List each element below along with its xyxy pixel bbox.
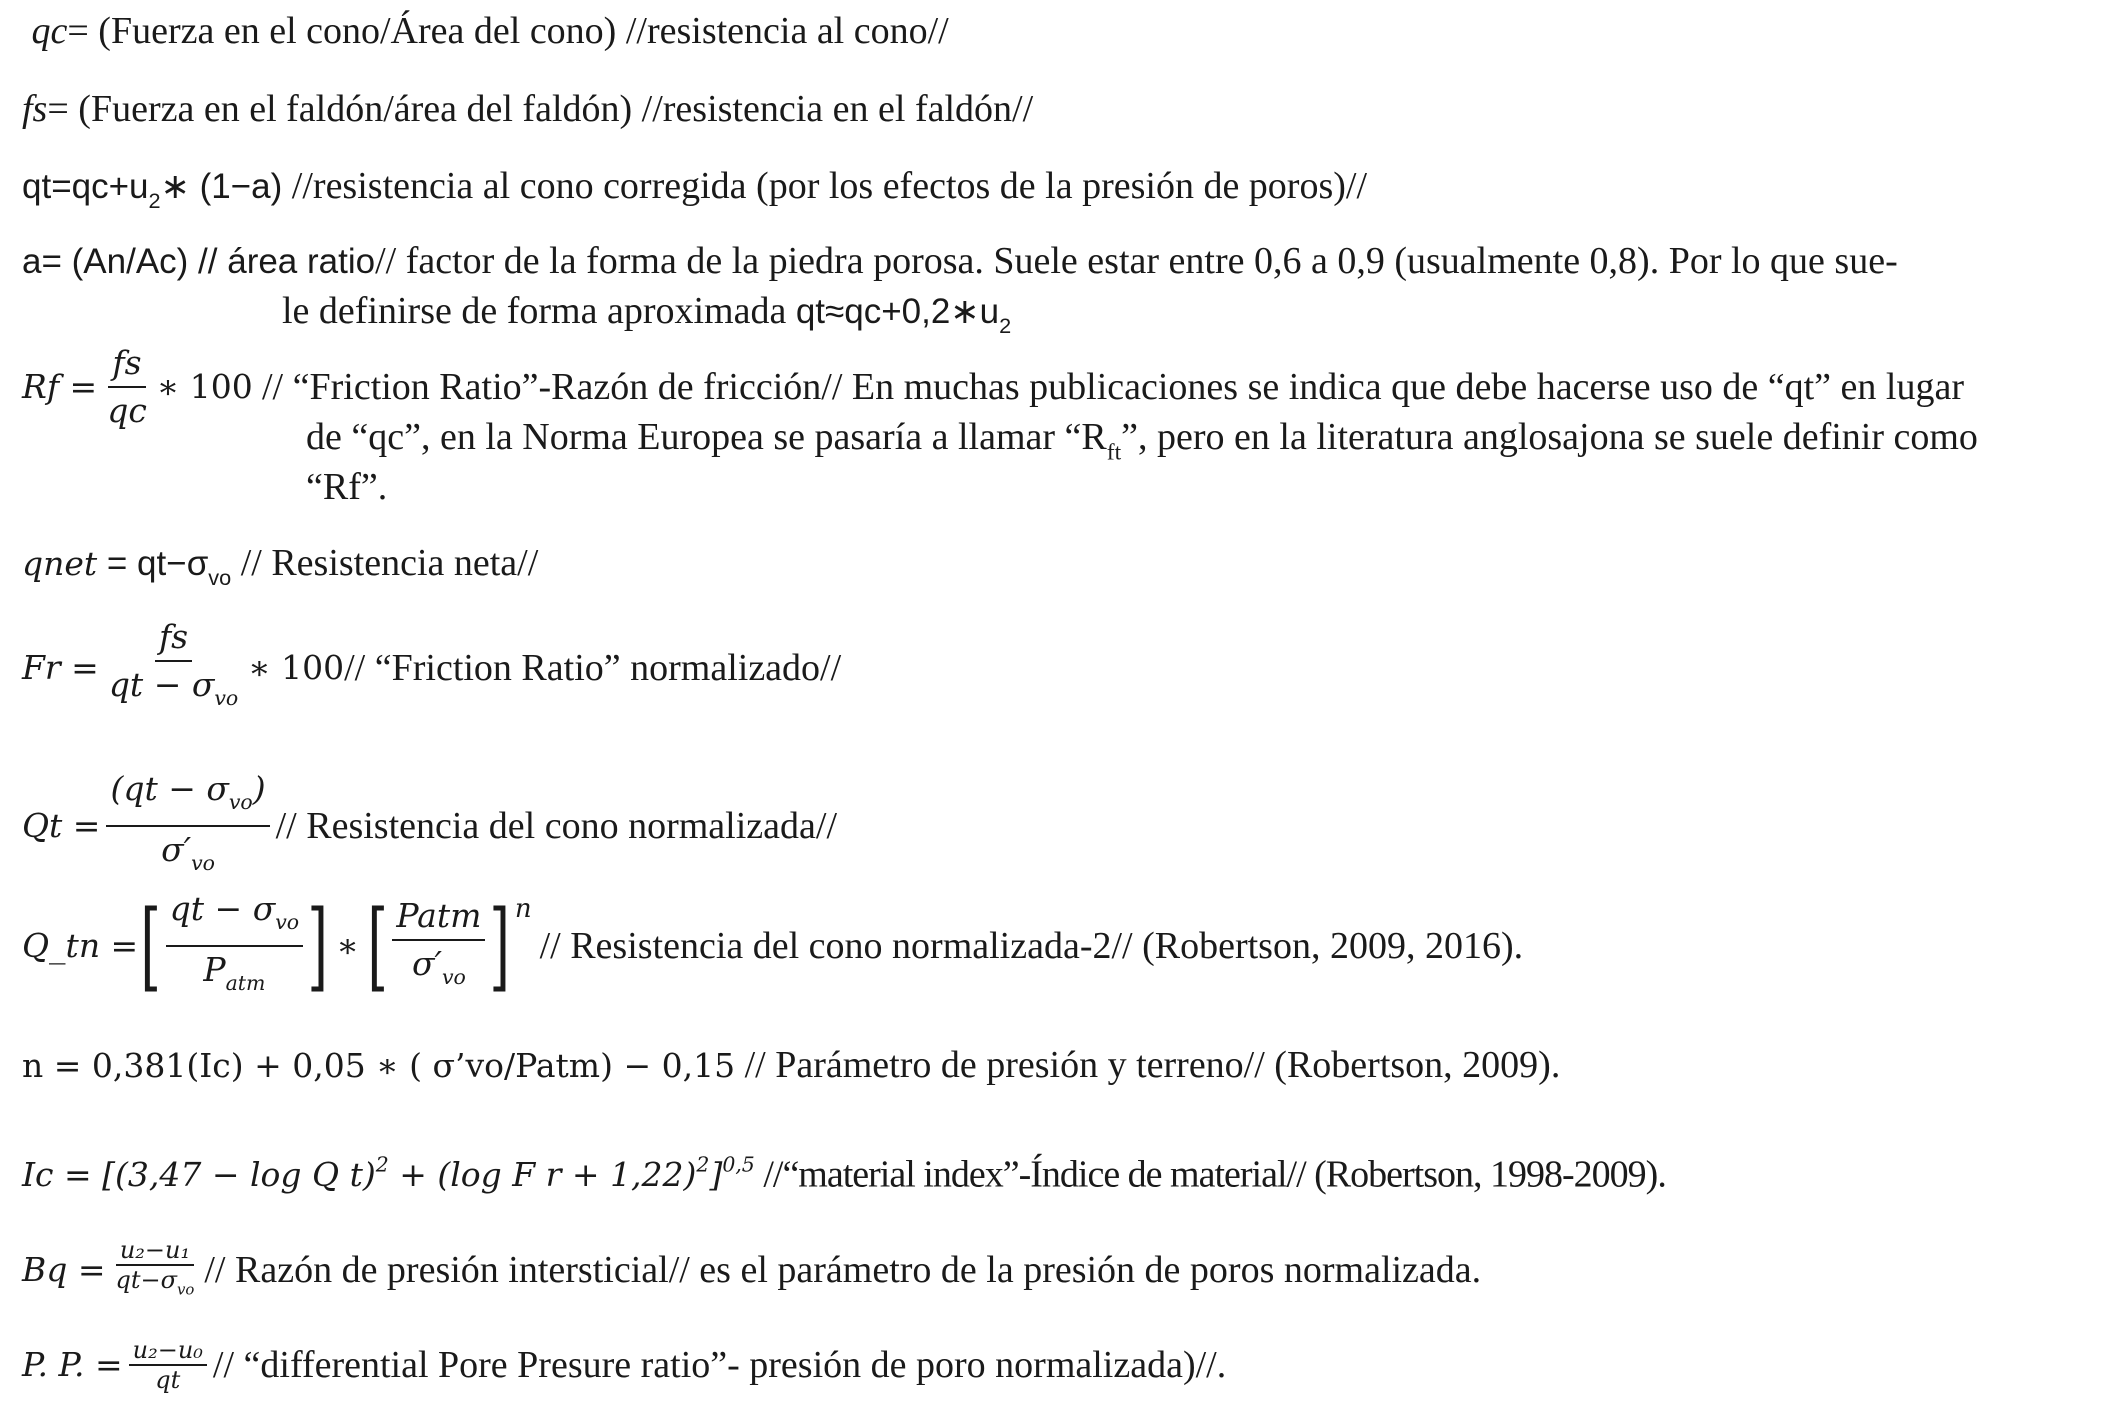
equation-a	[22, 238, 2090, 285]
bq-description: // Razón de presión intersticial// es el parámetro de la presión de poros normalizada.	[204, 1248, 1482, 1291]
fr-numerator: fs	[155, 614, 192, 662]
equation-pp	[22, 1336, 1226, 1394]
Qtn-exponent: n	[514, 894, 532, 924]
a-cont-text: le definirse de forma aproximada	[282, 290, 796, 332]
a-approx-formula: $qt\approx qc+0,2∗u_2$	[795, 292, 1012, 338]
Qtn-right-bracket-2: ]	[489, 890, 511, 1003]
fr-multiplier: ∗ 100	[248, 647, 345, 687]
n-formula: n = 0,381(Ic) + 0,05 ∗ ( σ’vo/Patm) − 0,15	[22, 1046, 736, 1085]
fr-lhs: Fr =	[22, 647, 99, 687]
rf-description-line1: // “Friction Ratio”-Razón de fricción// En muchas publicaciones se indica que debe hacerse uso de “qt” en lugar	[262, 366, 1964, 408]
Qtn-left-bracket-1: [	[140, 890, 162, 1003]
pp-numerator: u₂−u₀	[129, 1336, 207, 1366]
rf-fraction	[103, 340, 151, 434]
equation-qc	[22, 8, 2090, 54]
fr-fraction	[105, 614, 242, 721]
pp-denominator: qt	[155, 1366, 181, 1394]
rf-description-line2: de “qc”, en la Norma Europea se pasaría a llamar “$R_{ft}$”, pero en la literatura anglosajona se suele definir como	[306, 416, 1978, 466]
Qt-description: // Resistencia del cono normalizada//	[275, 805, 837, 848]
a-formula: a= (An/Ac) //	[22, 242, 218, 281]
equation-rf	[22, 340, 253, 434]
Qtn-lhs: Q_tn =	[22, 926, 139, 966]
n-description: // Parámetro de presión y terreno// (Robertson, 2009).	[735, 1044, 1561, 1086]
bq-numerator: u₂−u₁	[116, 1236, 194, 1266]
Qt-denominator: $\sigma'_{vo}$	[161, 830, 215, 876]
equation-fs	[22, 86, 2090, 132]
bq-denominator: $qt-\sigma_{vo}$	[115, 1266, 195, 1299]
Qtn-right-bracket-1: ]	[307, 890, 329, 1003]
rf-description-line3: “Rf”.	[306, 466, 388, 508]
Qtn-denominator-2: $\sigma'_{vo}$	[411, 943, 466, 989]
fr-description: // “Friction Ratio” normalizado//	[344, 646, 842, 689]
bq-lhs: Bq =	[22, 1249, 106, 1289]
Qt-lhs: Qt =	[22, 806, 101, 846]
Qtn-fraction-2	[392, 893, 485, 1000]
Qt-numerator: $(qt - \sigma_{vo})$	[106, 766, 269, 827]
equation-Qt	[22, 766, 837, 886]
ic-description: //“material index”-Índice de material// (Robertson, 1998-2009).	[754, 1153, 1666, 1196]
a-ratio-label: área ratio	[217, 242, 376, 281]
rf-lhs: Rf =	[22, 367, 98, 406]
equation-a-continuation	[282, 288, 1011, 349]
var-qc: qc	[31, 10, 68, 52]
pp-lhs: P. P. =	[22, 1345, 123, 1384]
qnet-var: qnet	[22, 544, 98, 583]
bq-fraction	[112, 1236, 199, 1304]
equation-n	[22, 1042, 2090, 1089]
qnet-description: // Resistencia neta//	[231, 542, 539, 584]
Qtn-numerator-1: qt − $\sigma_{vo}$	[166, 886, 303, 947]
qt-description: //resistencia al cono corregida (por los efectos de la presión de poros)//	[282, 165, 1368, 207]
rf-denominator: qc	[107, 391, 147, 430]
pp-fraction	[129, 1336, 207, 1394]
var-fs: fs	[22, 88, 48, 130]
Qtn-left-bracket-2: [	[367, 890, 388, 1003]
ic-formula: Ic = [(3,47 − log Q t)$^2$ + (log F r + 1,22)$^2$]$^{0,5}$	[22, 1153, 755, 1195]
equation-qnet	[22, 540, 2090, 601]
rf-multiplier: ∗ 100	[156, 367, 253, 406]
pp-description: // “differential Pore Presure ratio”- presión de poro normalizada)//.	[212, 1344, 1227, 1386]
equation-fr	[22, 614, 841, 721]
equation-Qtn	[22, 886, 1523, 1006]
Qtn-denominator-1: $P_{atm}$	[203, 950, 266, 996]
equation-bq	[22, 1236, 1481, 1304]
fr-denominator: qt − $\sigma_{vo}$	[108, 665, 239, 711]
qc-definition: = (Fuerza en el cono/Área del cono) //resistencia al cono//	[67, 10, 949, 52]
equation-ic	[22, 1142, 2090, 1198]
a-description: // factor de la forma de la piedra porosa. Suele estar entre 0,6 a 0,9 (usualmente 0,8). Por lo que sue-	[375, 240, 1898, 282]
fs-definition: = (Fuerza en el faldón/área del faldón) //resistencia en el faldón//	[47, 88, 1034, 130]
Qtn-fraction-1	[166, 886, 303, 1006]
Qtn-description: // Resistencia del cono normalizada-2// (Robertson, 2009, 2016).	[539, 925, 1524, 968]
qnet-formula: = $qt-\sigma_{vo}$	[97, 544, 232, 590]
qt-formula: $qt=qc+u_2∗$ (1−a)	[22, 167, 283, 213]
Qtn-numerator-2: Patm	[392, 893, 485, 941]
Qt-fraction	[106, 766, 269, 886]
rf-numerator: fs	[108, 340, 145, 388]
equation-qt	[22, 163, 2090, 224]
Qtn-multiplier: ∗	[336, 926, 359, 966]
